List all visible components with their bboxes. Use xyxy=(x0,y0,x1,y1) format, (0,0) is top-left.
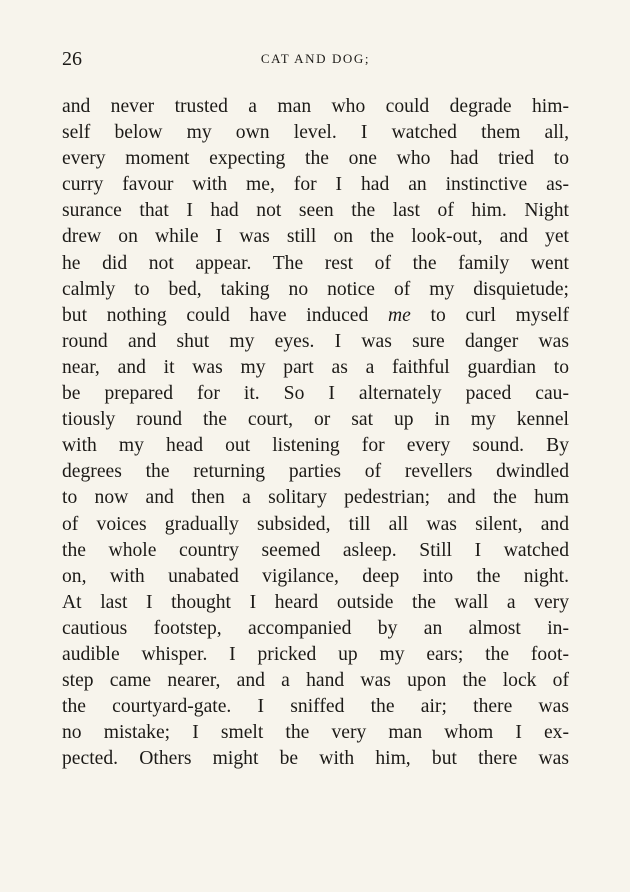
text-line: on, with unabated vigilance, deep into the night. xyxy=(62,565,569,587)
text-line: audible whisper. I pricked up my ears; the foot- xyxy=(62,643,569,665)
text-line: step came nearer, and a hand was upon the lock of xyxy=(62,670,569,692)
page-number: 26 xyxy=(62,48,82,70)
text-line: the whole country seemed asleep. Still I watched xyxy=(62,539,569,561)
text-line: the courtyard-gate. I sniffed the air; there was xyxy=(62,696,569,718)
text-line: pected. Others might be with him, but there was xyxy=(62,748,569,770)
text-line: At last I thought I heard outside the wall a very xyxy=(62,591,569,613)
text-segment: to curl myself xyxy=(410,304,569,326)
text-line: to now and then a solitary pedestrian; and the hum xyxy=(62,487,569,509)
body-text xyxy=(62,94,569,772)
text-line: surance that I had not seen the last of him. Night xyxy=(62,200,569,222)
text-line: be prepared for it. So I alternately paced cau- xyxy=(62,383,569,405)
text-line: round and shut my eyes. I was sure danger was xyxy=(62,330,569,352)
text-line: with my head out listening for every sound. By xyxy=(62,435,569,457)
text-line: curry favour with me, for I had an instinctive as- xyxy=(62,174,569,196)
text-segment: but nothing could have induced xyxy=(62,304,388,326)
page-header xyxy=(62,46,569,72)
text-line: no mistake; I smelt the very man whom I ex- xyxy=(62,722,569,744)
text-line: and never trusted a man who could degrade him- xyxy=(62,96,569,117)
italic-word: me xyxy=(387,304,411,326)
text-line: he did not appear. The rest of the family went xyxy=(62,252,569,274)
text-line: drew on while I was still on the look-out, and yet xyxy=(62,226,569,248)
text-line: near, and it was my part as a faithful guardian to xyxy=(62,356,569,378)
text-line: cautious footstep, accompanied by an almost in- xyxy=(62,617,569,639)
text-line: tiously round the court, or sat up in my kennel xyxy=(62,409,569,431)
text-line: of voices gradually subsided, till all was silent, and xyxy=(62,513,569,535)
text-line: degrees the returning parties of revellers dwindled xyxy=(62,461,569,483)
text-line: self below my own level. I watched them all, xyxy=(62,122,569,144)
text-line-with-italic xyxy=(62,303,569,329)
text-line: calmly to bed, taking no notice of my disquietude; xyxy=(62,278,569,300)
running-head: CAT AND DOG; xyxy=(260,51,371,66)
text-line: every moment expecting the one who had tried to xyxy=(62,148,569,170)
